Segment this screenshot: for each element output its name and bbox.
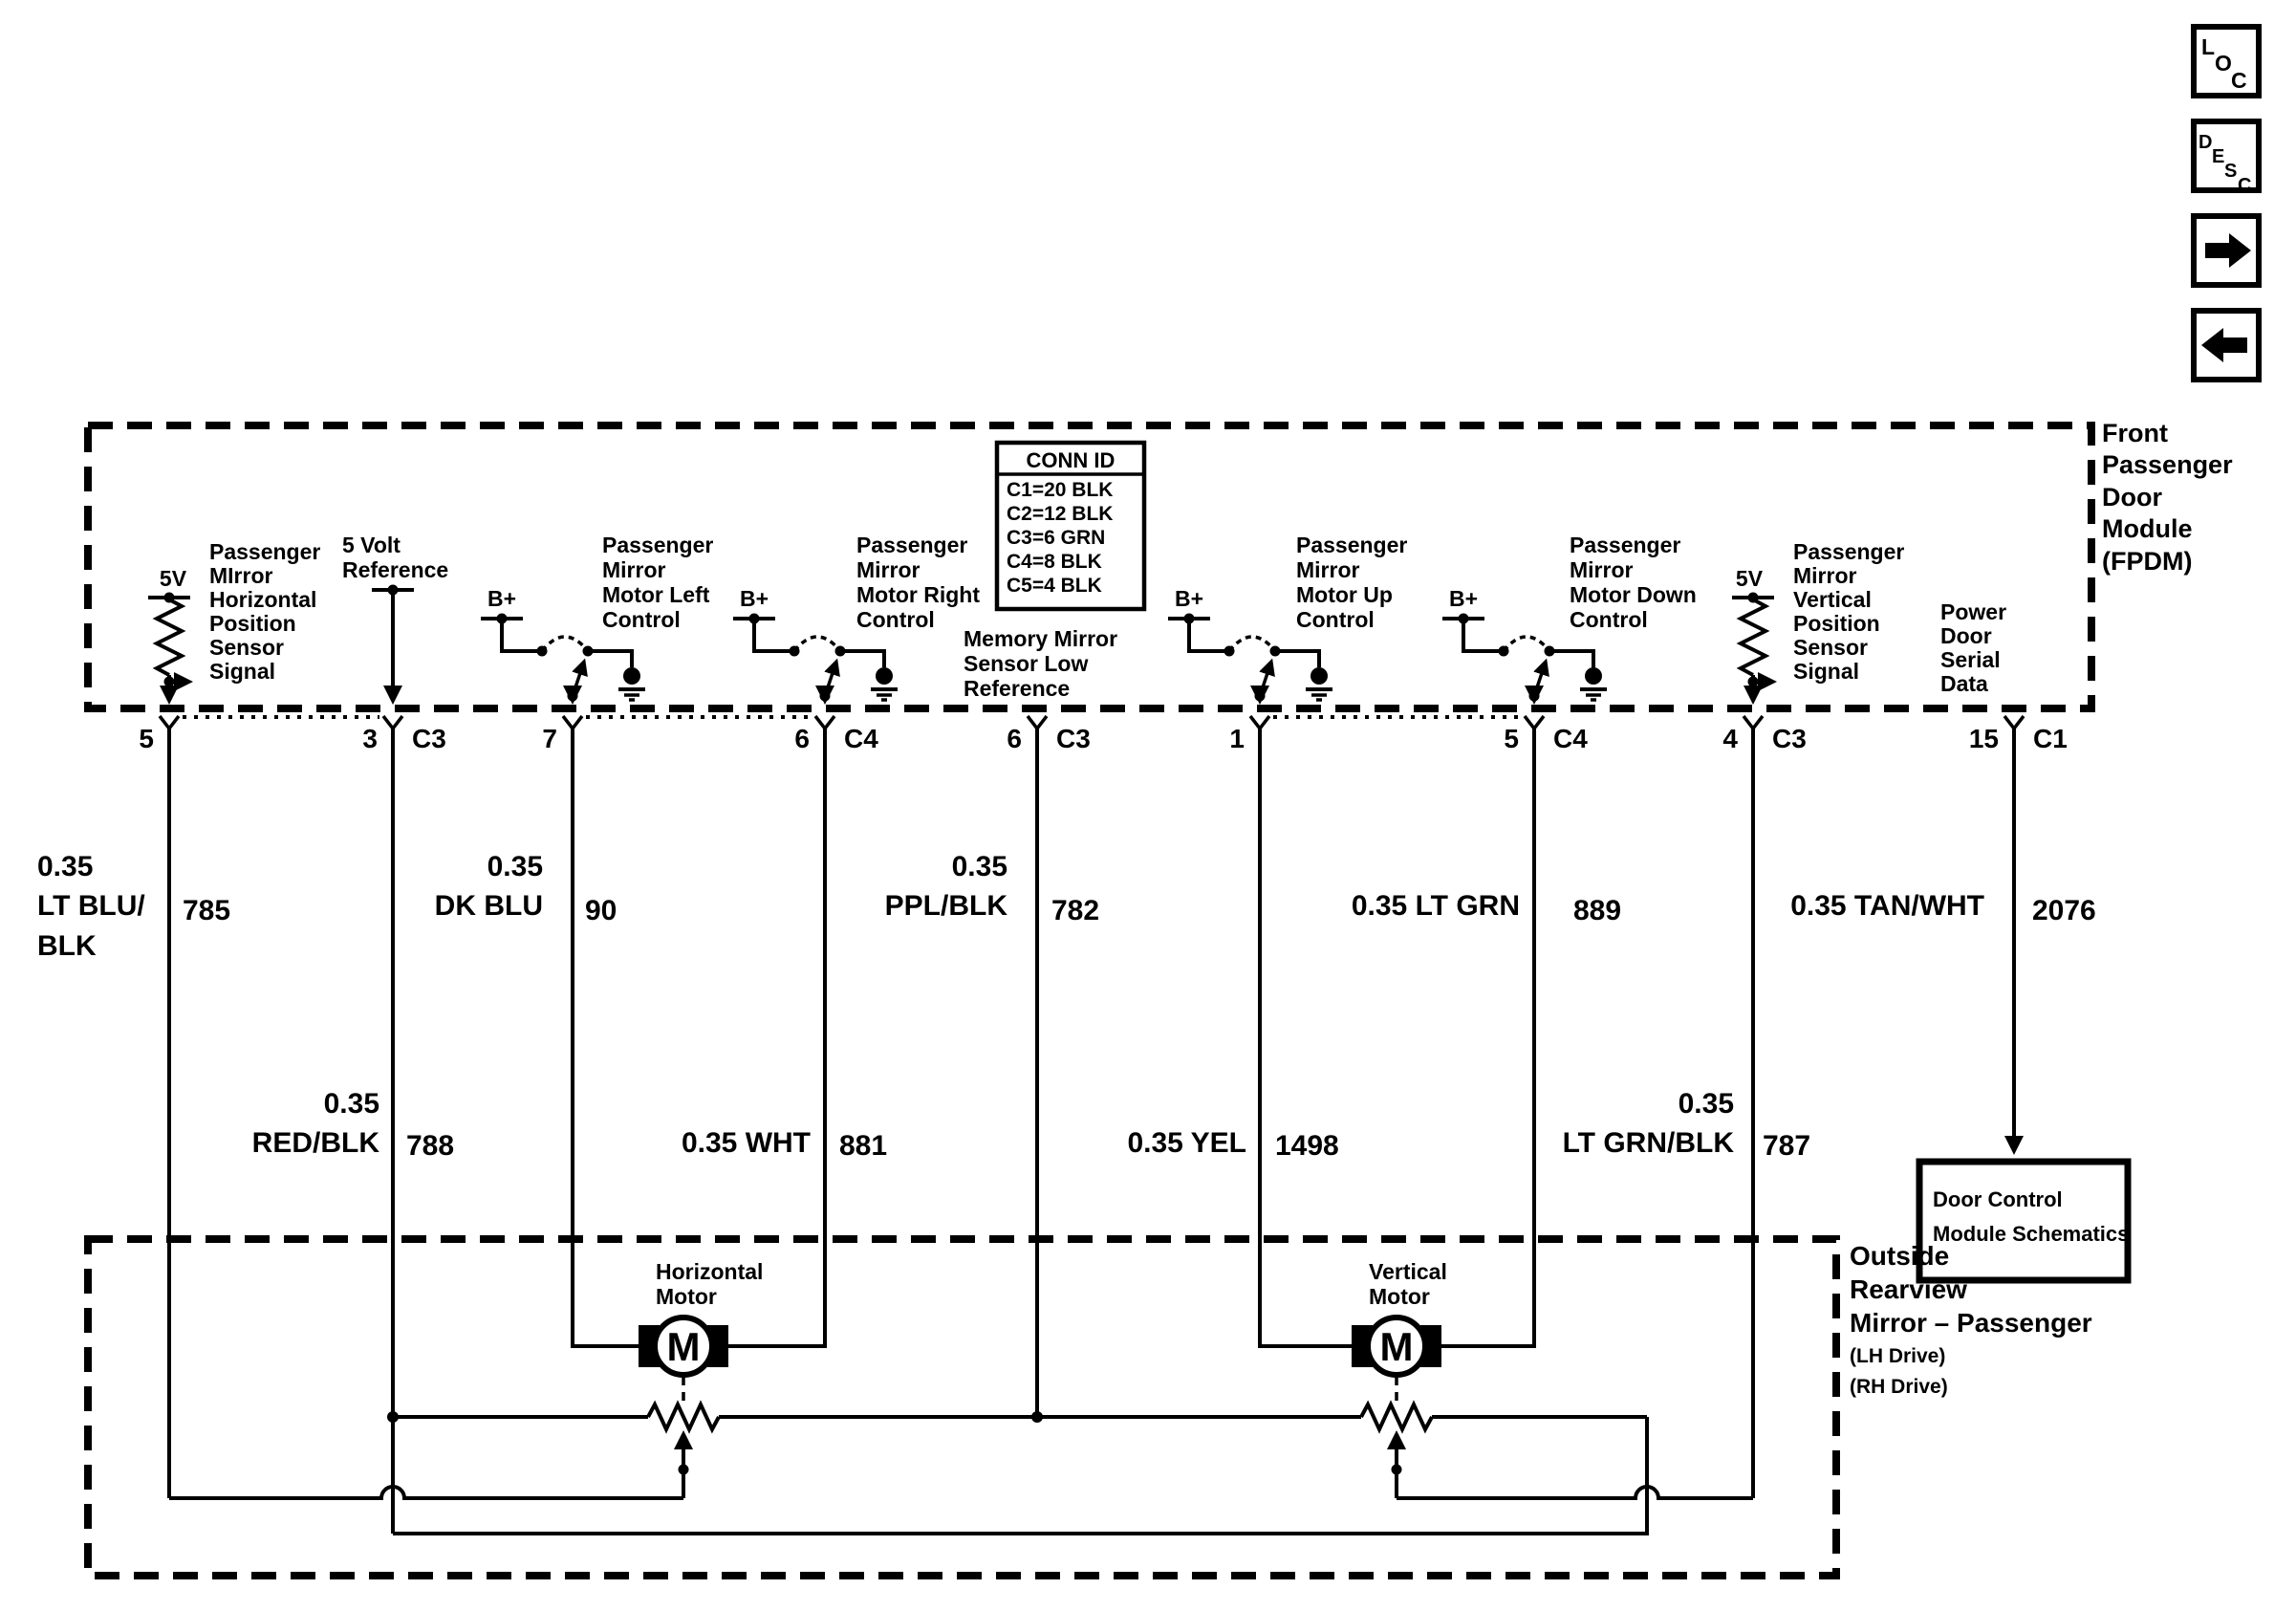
wire-label-line: RED/BLK [251, 1127, 379, 1159]
ground-icon [1585, 667, 1602, 685]
pin-number: 15 [1968, 724, 1999, 753]
pin-connector-id: C3 [1772, 724, 1807, 753]
switch-label-line: Passenger [856, 533, 968, 557]
switch-label-line: Control [1570, 607, 1648, 632]
mirror-subtitle-line: (LH Drive) [1850, 1345, 1946, 1367]
sensor-label-line: Horizontal [209, 587, 317, 612]
serial-label-line: Data [1940, 671, 1988, 696]
position-potentiometers [169, 1404, 1753, 1534]
wire-label-line: LT GRN/BLK [1562, 1127, 1734, 1159]
pin-number: 7 [542, 724, 557, 753]
switch-label-line: Control [602, 607, 681, 632]
sensor-label-line: Signal [209, 659, 276, 684]
wire-1498 [1127, 729, 1352, 1346]
conn-id-row: C5=4 BLK [1007, 575, 1102, 597]
vertical-motor [1352, 1259, 1447, 1404]
wire-label-line: 0.35 TAN/WHT [1790, 890, 1984, 922]
wire-circuit-number: 788 [406, 1130, 455, 1162]
desc-letter: E [2212, 146, 2225, 167]
next-button[interactable] [2194, 216, 2259, 285]
wiper-run [169, 1487, 683, 1498]
connector-icon [383, 716, 402, 729]
wire-label-line: 0.35 [487, 851, 543, 882]
wiper-run [1397, 1487, 1753, 1498]
serial-label-line: Door [1940, 623, 1992, 648]
pin-connector-id: C3 [412, 724, 446, 753]
prev-button[interactable] [2194, 311, 2259, 380]
wire-circuit-number: 787 [1763, 1130, 1811, 1162]
sensor-label-line: Mirror [1793, 563, 1857, 588]
five-v-label: 5V [159, 566, 187, 591]
fpdm-title [2102, 419, 2233, 576]
desc-letter: D [2199, 132, 2213, 153]
desc-letter: C [2238, 175, 2252, 196]
b-plus-label: B+ [739, 586, 769, 611]
sensor-label-line: Passenger [1793, 539, 1905, 564]
mirror-title-line: Rearview [1850, 1274, 1967, 1304]
ref-label-line: Reference [342, 557, 449, 582]
switch-label-line: Mirror [602, 557, 666, 582]
horizontal-position-sensor [148, 539, 320, 701]
sensor-label-line: Signal [1793, 659, 1860, 684]
pin-number: 3 [362, 724, 378, 753]
serial-data-label [1940, 599, 2006, 696]
wire-label-line: 0.35 [37, 851, 94, 882]
sensor-label-line: Sensor [1793, 635, 1868, 660]
junction-dot [1031, 1411, 1043, 1423]
motor-label-line: Vertical [1369, 1259, 1447, 1284]
mirror-subtitle-line: (RH Drive) [1850, 1376, 1948, 1398]
memory-mirror-low-reference [964, 626, 1117, 701]
outside-rearview-mirror [88, 1239, 2092, 1576]
wires [37, 729, 2096, 1534]
switch-label-line: Mirror [1570, 557, 1634, 582]
ground-icon [876, 667, 893, 685]
resistor-icon [157, 599, 182, 675]
loc-letter: C [2231, 68, 2247, 93]
sensor-label-line: Sensor [209, 635, 284, 660]
desc-letter: S [2224, 161, 2238, 182]
pin-number: 6 [1007, 724, 1022, 753]
connector-icon [1525, 716, 1544, 729]
fpdm-module [88, 419, 2233, 753]
wire-785 [37, 729, 230, 1498]
junction-dot [387, 1411, 399, 1423]
wire-label-line: PPL/BLK [884, 890, 1007, 922]
junction-dot [679, 1465, 689, 1475]
switch-label-line: Passenger [602, 533, 714, 557]
pin-connector-id: C4 [844, 724, 878, 753]
motor-label-line: Motor [1369, 1284, 1430, 1309]
sensor-label-line: Position [1793, 611, 1880, 636]
connector-icon [1250, 716, 1269, 729]
wire-label-line: 0.35 [951, 851, 1007, 882]
connector-icon [160, 716, 179, 729]
conn-id-table [997, 443, 1144, 609]
pin-number: 5 [139, 724, 154, 753]
mirror-title-line: Mirror – Passenger [1850, 1308, 2092, 1338]
pin-number: 1 [1229, 724, 1245, 753]
connector-icon [563, 716, 582, 729]
lowref-label-line: Memory Mirror [964, 626, 1118, 651]
fpdm-connector-pins [139, 716, 2067, 753]
wire-889 [1352, 729, 1621, 1346]
motor-label-line: Horizontal [656, 1259, 764, 1284]
sensor-label-line: Position [209, 611, 296, 636]
ground-icon [1310, 667, 1328, 685]
motor-right-control-switch [733, 533, 980, 702]
switch-label-line: Motor Right [856, 582, 981, 607]
desc-button[interactable] [2194, 121, 2259, 196]
switch-label-line: Mirror [856, 557, 921, 582]
switch-label-line: Control [1296, 607, 1375, 632]
five-volt-reference [342, 533, 448, 701]
switch-label-line: Passenger [1570, 533, 1681, 557]
motor-down-control-switch [1442, 533, 1697, 702]
motor-label-line: Motor [656, 1284, 717, 1309]
pin-number: 6 [794, 724, 810, 753]
five-v-label: 5V [1735, 566, 1764, 591]
pin-connector-id: C1 [2033, 724, 2068, 753]
lowref-label-line: Sensor Low [964, 651, 1089, 676]
conn-id-header: CONN ID [1026, 448, 1116, 472]
connector-icon [1028, 716, 1047, 729]
wire-782 [885, 729, 1099, 1417]
fpdm-title-line: Passenger [2102, 450, 2233, 479]
sensor-label-line: Vertical [1793, 587, 1872, 612]
conn-id-row: C4=8 BLK [1007, 551, 1102, 573]
door-control-module-box [1919, 1162, 2129, 1280]
wire-788 [252, 729, 454, 1534]
wire-label-line: 0.35 [1678, 1088, 1734, 1120]
serial-label-line: Power [1940, 599, 2007, 624]
horizontal-motor [639, 1259, 763, 1404]
switch-label-line: Passenger [1296, 533, 1408, 557]
wire-label-line: 0.35 [323, 1088, 379, 1120]
wire-label-line: 0.35 WHT [681, 1127, 811, 1159]
b-plus-label: B+ [487, 586, 517, 611]
mirror-title-line: Outside [1850, 1241, 1950, 1271]
resistor-icon [1741, 599, 1765, 675]
fpdm-title-line: Module [2102, 514, 2193, 543]
switch-label-line: Control [856, 607, 935, 632]
door-box-line: Module Schematics [1933, 1222, 2130, 1246]
wire-label-line: DK BLU [434, 890, 543, 922]
connector-icon [815, 716, 834, 729]
wire-label-line: LT BLU/ [37, 890, 145, 922]
sensor-label-line: Passenger [209, 539, 321, 564]
conn-id-row: C3=6 GRN [1007, 527, 1106, 549]
switch-label-line: Mirror [1296, 557, 1360, 582]
pin-number: 4 [1722, 724, 1738, 753]
loc-button[interactable] [2194, 27, 2259, 96]
pin-connector-id: C4 [1553, 724, 1588, 753]
wire-label-line: BLK [37, 930, 97, 962]
motor-up-control-switch [1168, 533, 1407, 702]
switch-label-line: Motor Up [1296, 582, 1393, 607]
motor-left-control-switch [481, 533, 713, 702]
ref-label-line: 5 Volt [342, 533, 401, 557]
wire-circuit-number: 881 [839, 1130, 888, 1162]
motor-letter: M [666, 1324, 701, 1369]
wire-circuit-number: 1498 [1275, 1130, 1339, 1162]
wire-circuit-number: 90 [585, 895, 617, 926]
lowref-label-line: Reference [964, 676, 1071, 701]
mirror-dashed-border [88, 1239, 1836, 1576]
wire-90 [435, 729, 639, 1346]
resistor-icon [648, 1404, 719, 1429]
wire-circuit-number: 785 [183, 895, 231, 926]
b-plus-label: B+ [1448, 586, 1479, 611]
fpdm-title-line: Door [2102, 483, 2162, 512]
wire-787 [1563, 729, 1810, 1498]
pin-connector-id: C3 [1056, 724, 1091, 753]
junction-dot [1392, 1465, 1402, 1475]
connector-icon [2004, 716, 2024, 729]
motor-letter: M [1379, 1324, 1414, 1369]
conn-id-row: C1=20 BLK [1007, 479, 1114, 501]
conn-id-row: C2=12 BLK [1007, 503, 1114, 525]
wire-circuit-number: 2076 [2032, 895, 2096, 926]
door-box-line: Door Control [1933, 1187, 2063, 1211]
resistor-icon [1361, 1404, 1432, 1429]
switch-label-line: Motor Left [602, 582, 710, 607]
vertical-position-sensor [1732, 539, 1904, 701]
fpdm-title-line: (FPDM) [2102, 547, 2193, 576]
loc-letter: O [2215, 51, 2232, 76]
b-plus-label: B+ [1174, 586, 1204, 611]
wire-label-line: 0.35 YEL [1127, 1127, 1246, 1159]
fpdm-title-line: Front [2102, 419, 2168, 447]
wire-circuit-number: 782 [1051, 895, 1100, 926]
sensor-label-line: MIrror [209, 563, 273, 588]
wire-881 [682, 729, 887, 1346]
connector-icon [1744, 716, 1763, 729]
wire-2076 [1790, 729, 2096, 1151]
pin-number: 5 [1504, 724, 1519, 753]
nav-buttons [2194, 27, 2259, 380]
loc-letter: L [2201, 34, 2216, 59]
switch-label-line: Motor Down [1570, 582, 1697, 607]
wire-label-line: 0.35 LT GRN [1351, 890, 1520, 922]
wire-circuit-number: 889 [1573, 895, 1622, 926]
serial-label-line: Serial [1940, 647, 2001, 672]
ground-icon [623, 667, 640, 685]
